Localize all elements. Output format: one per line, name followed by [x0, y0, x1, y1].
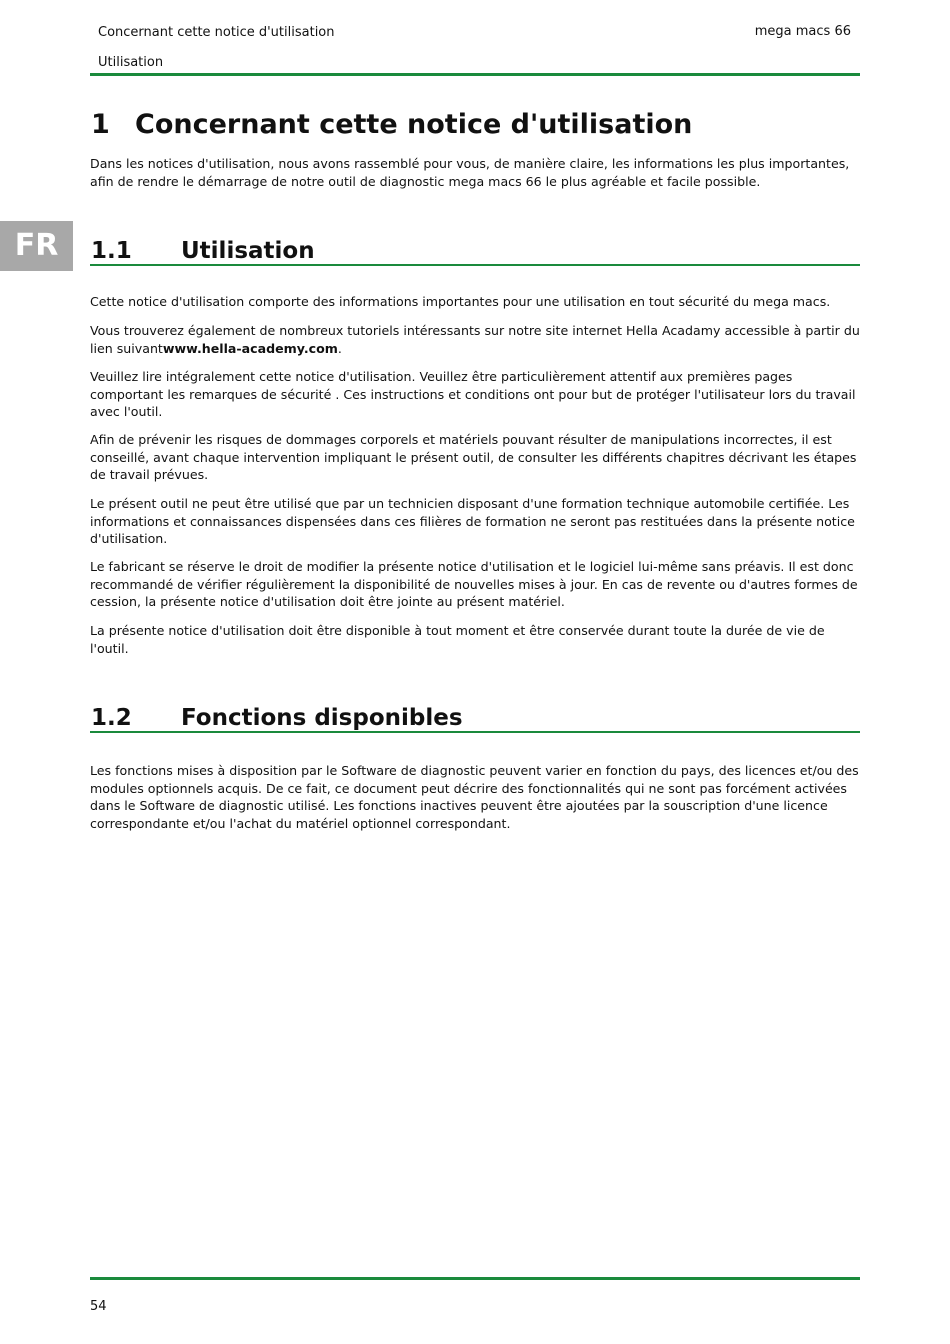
paragraph-academy: [90, 322, 865, 357]
section-title: Fonctions disponibles: [181, 705, 463, 731]
paragraph-text-end: .: [337, 340, 342, 356]
footer-divider: [90, 1277, 860, 1280]
section-title: Utilisation: [181, 238, 315, 264]
paragraph: Veuillez lire intégralement cette notice d'utilisation. Veuillez être particulièrement attentif aux premières pages comportant les remarques de sécurité . Ces instructions et conditions ont pour but de protéger l'utilisateur lors du travail avec l'outil.: [90, 369, 856, 420]
section-divider: [90, 731, 860, 733]
header-divider: [90, 73, 860, 76]
section-number: 1.1: [91, 238, 132, 264]
paragraph: Les fonctions mises à disposition par le Software de diagnostic peuvent varier en fonction du pays, des licences et/ou des modules optionnels acquis. De ce fait, ce document peut décrire des fonctionnalités qui ne sont pas forcément activées dans le Software de diagnostic utilisé. Les fonctions inactives peuvent être ajoutées par la souscription d'une licence correspondante et/ou l'achat du matériel optionnel correspondant.: [90, 763, 859, 831]
language-tab: FR: [0, 221, 73, 271]
paragraph: Le présent outil ne peut être utilisé que par un technicien disposant d'une formation technique automobile certifiée. Les informations et connaissances dispensées dans ces filières de formation ne seront pas restituées dans la présente notice d'utilisation.: [90, 496, 855, 547]
paragraph: Cette notice d'utilisation comporte des informations importantes pour une utilisation en tout sécurité du mega macs.: [90, 294, 831, 309]
paragraph: Le fabricant se réserve le droit de modifier la présente notice d'utilisation et le logiciel lui-même sans préavis. Il est donc recommandé de vérifier régulièrement la disponibilité de nouvelles mises à jour. En cas de revente ou d'autres formes de cession, la présente notice d'utilisation doit être jointe au présent matériel.: [90, 559, 858, 610]
page-number: 54: [90, 1299, 107, 1314]
paragraph-text: Vous trouverez également de nombreux tutoriels intéressants sur notre site internet Hella Acadamy accessible à partir du lien suivant: [90, 323, 860, 356]
paragraph: La présente notice d'utilisation doit être disponible à tout moment et être conservée durant toute la durée de vie de l'outil.: [90, 623, 825, 656]
chapter-title: Concernant cette notice d'utilisation: [135, 109, 693, 140]
section-heading-1-2: [91, 703, 860, 733]
chapter-number: 1: [91, 109, 110, 140]
chapter-heading: [91, 107, 692, 143]
chapter-intro: Dans les notices d'utilisation, nous avons rassemblé pour vous, de manière claire, les informations les plus importantes, afin de rendre le démarrage de notre outil de diagnostic mega macs 66 le plus agréable et facile possible.: [90, 156, 850, 189]
paragraph: Afin de prévenir les risques de dommages corporels et matériels pouvant résulter de manipulations incorrectes, il est conseillé, avant chaque intervention impliquant le présent outil, de consulter les différents chapitres décrivant les étapes de travail prévues.: [90, 432, 857, 483]
header-chapter: Concernant cette notice d'utilisation: [98, 25, 335, 40]
section-number: 1.2: [91, 705, 132, 731]
running-header: [98, 25, 335, 71]
section-heading-1-1: [91, 236, 860, 266]
section-divider: [90, 264, 860, 266]
academy-link[interactable]: www.hella-academy.com: [162, 340, 338, 356]
header-product: mega macs 66: [754, 24, 851, 39]
header-section: Utilisation: [98, 55, 164, 70]
